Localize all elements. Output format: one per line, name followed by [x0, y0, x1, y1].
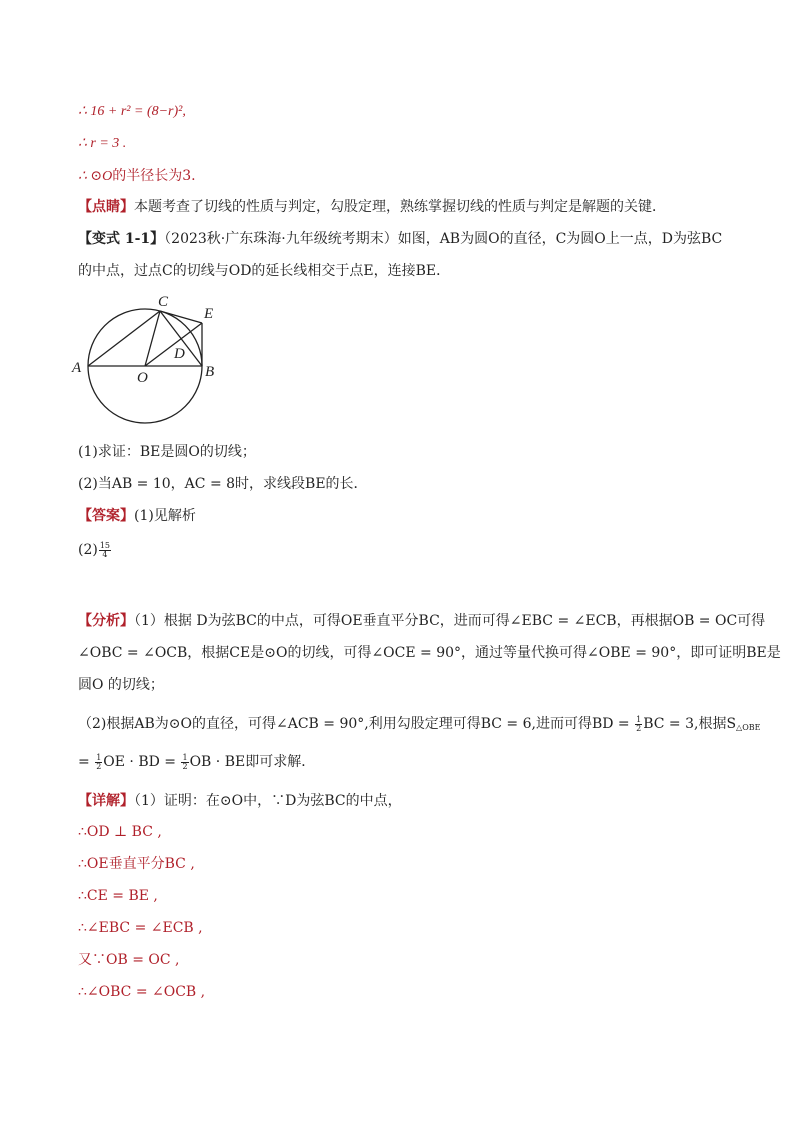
radius-text: 的半径长为3. [112, 168, 196, 184]
fenxi-text-5a: = [78, 754, 90, 770]
xiangjie-line-1 [78, 791, 402, 811]
label-a: A [72, 360, 82, 376]
proof-step-7: ∴∠OBC = ∠OCB , [78, 984, 206, 1000]
dianjing-text: 本题考查了切线的性质与判定，勾股定理，熟练掌握切线的性质与判定是解题的关键． [134, 199, 666, 215]
half-fraction-2: $\frac{1}{2}$ [96, 752, 102, 771]
bianshi-tag: 【变式 1-1】 [78, 231, 165, 247]
fenxi-line-5 [78, 752, 315, 772]
proof-step-3: ∴OE垂直平分BC , [78, 856, 195, 872]
fenxi-text-1: （1）根据 D为弦BC的中点，可得OE垂直平分BC，进而可得∠EBC = ∠ECB，再根据OB = OC可得 [134, 613, 766, 629]
half-fraction-3: $\frac{1}{2}$ [182, 752, 188, 771]
answer-2-fraction: $\frac{15}{4}$ [99, 540, 111, 559]
bianshi-line-1 [78, 229, 722, 249]
xiangjie-text-1: （1）证明：在⊙O中，∵D为弦BC的中点， [134, 793, 402, 809]
half-fraction-1: $\frac{1}{2}$ [636, 714, 642, 733]
xiangjie-tag: 【详解】 [78, 793, 134, 809]
dianjing-line [78, 197, 666, 217]
answer-tag: 【答案】 [78, 508, 134, 524]
answer-line-1 [78, 506, 196, 526]
question-1: (1)求证：BE是圆O的切线； [78, 444, 256, 460]
fenxi-text-4a: （2)根据AB为⊙O的直径，可得∠ACB = 90°,利用勾股定理可得BC = 6,进而可得BD = [78, 716, 630, 732]
label-b: B [205, 364, 215, 380]
dianjing-tag: 【点睛】 [78, 199, 134, 215]
proof-step-2: ∴OD ⊥ BC , [78, 824, 162, 840]
label-e: E [204, 306, 214, 322]
answer-2-prefix: (2) [78, 542, 98, 558]
fenxi-text-5b: OE · BD = [103, 754, 177, 770]
fenxi-text-5c: OB · BE即可求解． [189, 754, 316, 770]
fenxi-tag: 【分析】 [78, 613, 134, 629]
circle-o-symbol: ∴ ⊙O [78, 169, 113, 184]
fenxi-line-2: ∠OBC = ∠OCB，根据CE是⊙O的切线，可得∠OCE = 90°，通过等量代换可得∠OBE = 90°，即可证明BE是 [78, 645, 781, 661]
bianshi-text: （2023秋·广东珠海·九年级统考期末）如图，AB为圆O的直径，C为圆O上一点，D为弦BC [164, 231, 723, 247]
equation-line-1: ∴ 16 + r² = (8−r)², [78, 104, 186, 119]
proof-step-5: ∴∠EBC = ∠ECB , [78, 920, 203, 936]
answer-1: (1)见解析 [134, 508, 196, 524]
fenxi-line-1 [78, 611, 765, 631]
fenxi-line-4 [78, 714, 760, 738]
proof-step-4: ∴CE = BE , [78, 888, 158, 904]
segment-ac [88, 311, 160, 366]
geometry-figure [70, 290, 250, 430]
question-2: (2)当AB = 10，AC = 8时，求线段BE的长． [78, 476, 368, 492]
label-c: C [158, 294, 169, 310]
bianshi-line-2: 的中点，过点C的切线与OD的延长线相交于点E，连接BE． [78, 263, 451, 279]
fenxi-text-4b: BC = 3,根据S [643, 716, 737, 732]
label-d: D [174, 346, 185, 362]
equation-line-3 [78, 166, 196, 187]
segment-oc [145, 311, 160, 366]
proof-step-6: 又∵OB = OC , [78, 952, 180, 968]
label-o: O [137, 370, 148, 386]
equation-line-2: ∴ r = 3 . [78, 136, 127, 151]
answer-line-2 [78, 540, 112, 560]
triangle-obe-subscript: △OBE [736, 723, 761, 732]
fenxi-line-3: 圆O 的切线； [78, 677, 164, 693]
